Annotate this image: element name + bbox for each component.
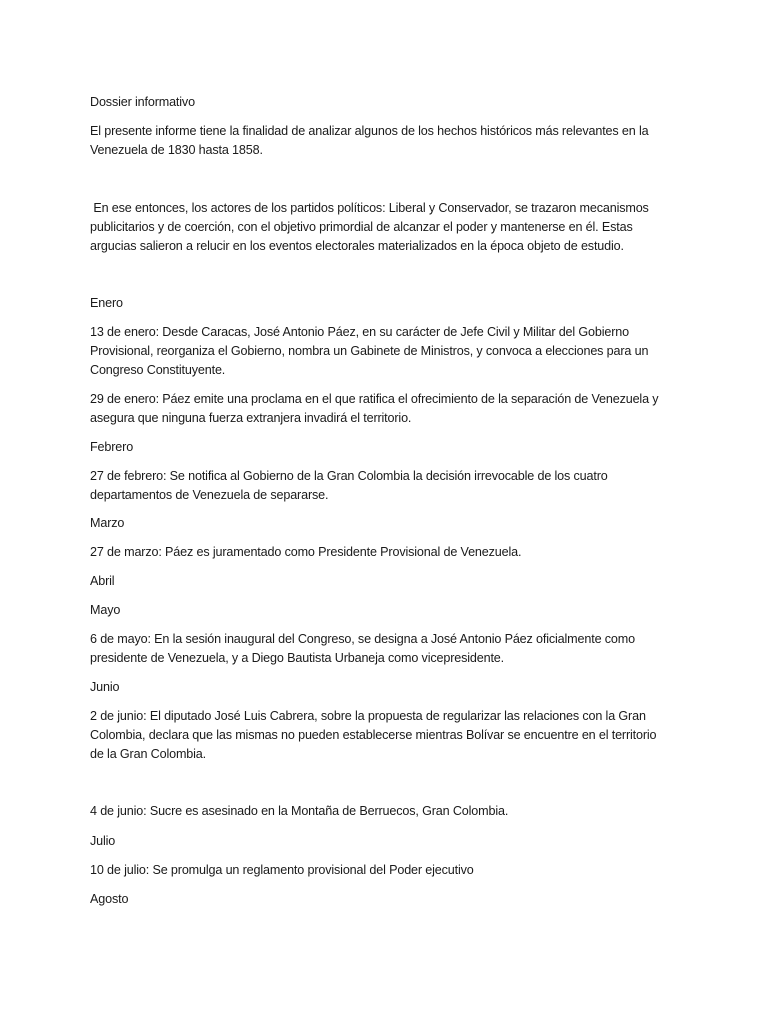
entry-enero-13-line-2: Provisional, reorganiza el Gobierno, nombra un Gabinete de Ministros, y convoca a elecciones para un [90, 344, 649, 358]
entry-junio-2-line-2: Colombia, declara que las mismas no pueden establecerse mientras Bolívar se encuentre en el territorio [90, 728, 657, 742]
entry-enero-29-line-1: 29 de enero: Páez emite una proclama en el que ratifica el ofrecimiento de la separación de Venezuela y [90, 392, 659, 406]
month-heading-enero: Enero [90, 296, 123, 310]
entry-junio-2-line-3: de la Gran Colombia. [90, 747, 207, 761]
entry-junio-2-line-1: 2 de junio: El diputado José Luis Cabrera, sobre la propuesta de regularizar las relaciones con la Gran [90, 709, 646, 723]
intro-line-2: Venezuela de 1830 hasta 1858. [90, 143, 263, 157]
month-heading-mayo: Mayo [90, 603, 121, 617]
entry-marzo-27-line-1: 27 de marzo: Páez es juramentado como Presidente Provisional de Venezuela. [90, 545, 522, 559]
month-heading-junio: Junio [90, 680, 120, 694]
month-heading-julio: Julio [90, 834, 116, 848]
month-heading-abril: Abril [90, 574, 115, 588]
entry-mayo-6-line-2: presidente de Venezuela, y a Diego Bautista Urbaneja como vicepresidente. [90, 651, 505, 665]
intro-line-1: El presente informe tiene la finalidad de analizar algunos de los hechos históricos más relevantes en la [90, 124, 649, 138]
entry-enero-13-line-3: Congreso Constituyente. [90, 363, 226, 377]
entry-enero-29-line-2: asegura que ninguna fuerza extranjera invadirá el territorio. [90, 411, 412, 425]
entry-junio-4-line-1: 4 de junio: Sucre es asesinado en la Montaña de Berruecos, Gran Colombia. [90, 804, 509, 818]
entry-febrero-27-line-2: departamentos de Venezuela de separarse. [90, 488, 329, 502]
month-heading-febrero: Febrero [90, 440, 134, 454]
context-line-1: En ese entonces, los actores de los partidos políticos: Liberal y Conservador, se trazaron mecanismos [90, 201, 649, 215]
context-line-2: publicitarios y de coerción, con el objetivo primordial de alcanzar el poder y mantenerse en él. Estas [90, 220, 633, 234]
entry-julio-10-line-1: 10 de julio: Se promulga un reglamento provisional del Poder ejecutivo [90, 863, 474, 877]
entry-mayo-6-line-1: 6 de mayo: En la sesión inaugural del Congreso, se designa a José Antonio Páez oficialmente como [90, 632, 635, 646]
month-heading-agosto: Agosto [90, 892, 129, 906]
entry-enero-13-line-1: 13 de enero: Desde Caracas, José Antonio Páez, en su carácter de Jefe Civil y Militar del Gobierno [90, 325, 630, 339]
document-title: Dossier informativo [90, 95, 195, 109]
context-line-3: argucias salieron a relucir en los eventos electorales materializados en la época objeto de estudio. [90, 239, 624, 253]
month-heading-marzo: Marzo [90, 516, 125, 530]
entry-febrero-27-line-1: 27 de febrero: Se notifica al Gobierno de la Gran Colombia la decisión irrevocable de los cuatro [90, 469, 608, 483]
